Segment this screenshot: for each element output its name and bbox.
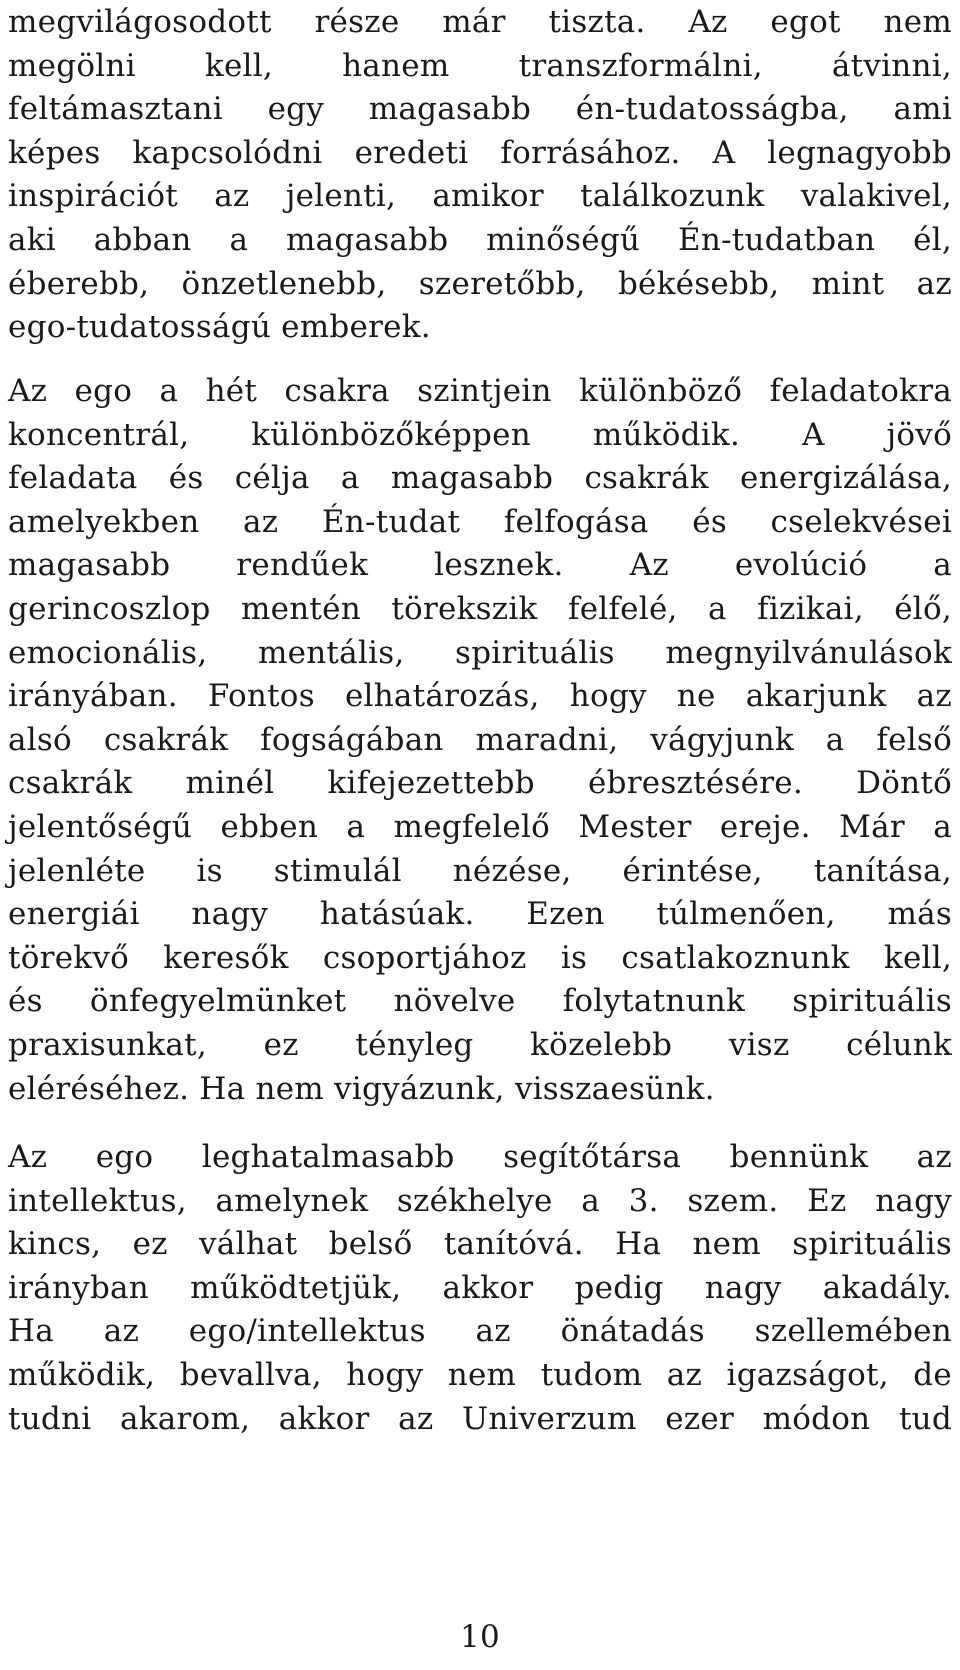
text-line: és önfegyelmünket növelve folytatnunk spirituális: [8, 983, 952, 1020]
text-line: irányban működtetjük, akkor pedig nagy akadály.: [8, 1269, 952, 1306]
text-line: megölni kell, hanem transzformálni, átvinni,: [8, 47, 952, 84]
paragraph-3: [8, 1136, 952, 1441]
text-line: amelyekben az Én-tudat felfogása és cselekvései: [8, 503, 952, 540]
text-line: működik, bevallva, hogy nem tudom az igazságot, de: [8, 1356, 952, 1393]
text-line: koncentrál, különbözőképpen működik. A jövő: [8, 416, 952, 453]
text-line: csakrák minél kifejezettebb ébresztésére. Döntő: [8, 765, 952, 802]
document-page: [8, 0, 952, 1670]
text-line: inspirációt az jelenti, amikor találkozunk valakivel,: [8, 178, 952, 215]
text-line: irányában. Fontos elhatározás, hogy ne akarjunk az: [8, 678, 952, 715]
text-line: ego-tudatosságú emberek.: [8, 309, 431, 346]
text-line: törekvő keresők csoportjához is csatlakoznunk kell,: [8, 939, 952, 976]
text-line: energiái nagy hatásúak. Ezen túlmenően, más: [8, 896, 952, 933]
text-line: aki abban a magasabb minőségű Én-tudatban él,: [8, 221, 952, 258]
text-line: kincs, ez válhat belső tanítóvá. Ha nem spirituális: [8, 1226, 952, 1263]
text-line: Ha az ego/intellektus az önátadás szellemében: [8, 1313, 952, 1350]
text-line: gerincoszlop mentén törekszik felfelé, a fizikai, élő,: [8, 590, 952, 627]
text-line: feltámasztani egy magasabb én-tudatosságba, ami: [8, 91, 952, 128]
text-line: megvilágosodott része már tiszta. Az egot nem: [8, 4, 952, 40]
text-line: eléréséhez. Ha nem vigyázunk, visszaesünk.: [8, 1070, 715, 1107]
text-line: jelentőségű ebben a megfelelő Mester ereje. Már a: [8, 808, 952, 845]
text-line: Az ego a hét csakra szintjein különböző feladatokra: [8, 373, 952, 409]
page-number: 10: [460, 1619, 500, 1655]
text-line: feladata és célja a magasabb csakrák energizálása,: [8, 460, 952, 497]
paragraph-1: [8, 1, 952, 350]
text-line: praxisunkat, ez tényleg közelebb visz célunk: [8, 1026, 952, 1063]
paragraph-2: [8, 370, 952, 1111]
text-line: Az ego leghatalmasabb segítőtársa bennünk az: [8, 1139, 952, 1175]
text-line: jelenléte is stimulál nézése, érintése, tanítása,: [8, 852, 952, 889]
text-line: magasabb rendűek lesznek. Az evolúció a: [8, 547, 952, 584]
text-line: tudni akarom, akkor az Univerzum ezer módon tud: [8, 1400, 952, 1437]
text-line: emocionális, mentális, spirituális megnyilvánulások: [8, 634, 952, 671]
text-line: képes kapcsolódni eredeti forrásához. A legnagyobb: [8, 134, 952, 171]
text-line: intellektus, amelynek székhelye a 3. szem. Ez nagy: [8, 1182, 952, 1219]
text-line: alsó csakrák fogságában maradni, vágyjunk a felső: [8, 721, 952, 758]
text-line: éberebb, önzetlenebb, szeretőbb, békésebb, mint az: [8, 265, 952, 302]
